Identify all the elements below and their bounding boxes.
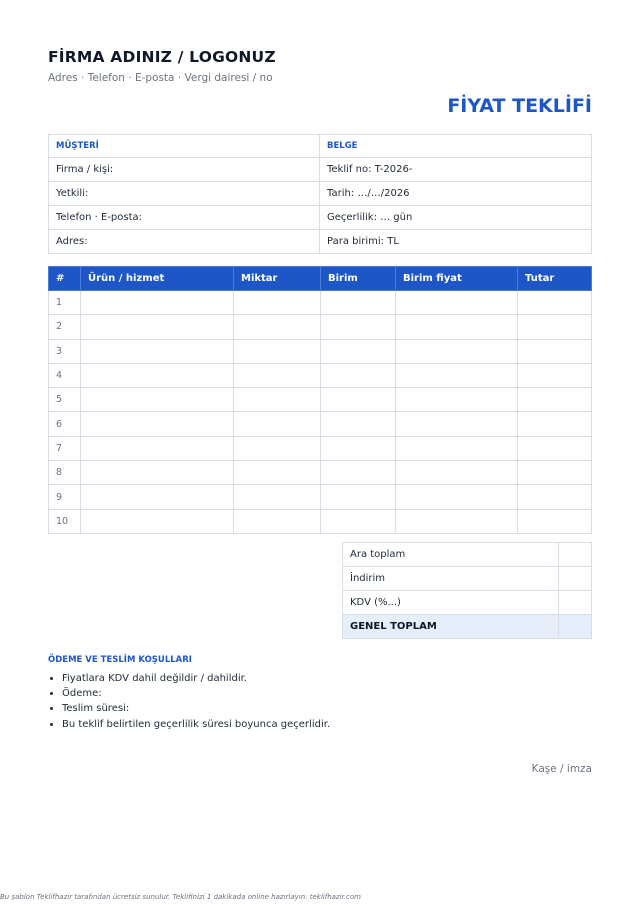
quantity-cell[interactable] — [234, 315, 321, 339]
unit-cell[interactable] — [321, 315, 396, 339]
unit-price-cell[interactable] — [396, 485, 518, 509]
unit-price-cell[interactable] — [396, 461, 518, 485]
customer-header: MÜŞTERİ — [49, 135, 320, 158]
column-header-unit-price: Birim fiyat — [396, 267, 518, 291]
row-number: 2 — [49, 315, 81, 339]
column-header-unit: Birim — [321, 267, 396, 291]
quantity-cell[interactable] — [234, 339, 321, 363]
vat-label: KDV (%...) — [343, 591, 559, 615]
row-number: 10 — [49, 509, 81, 533]
quantity-cell[interactable] — [234, 436, 321, 460]
table-row — [49, 339, 592, 363]
items-header-row — [49, 267, 592, 291]
grand-total-value[interactable] — [559, 615, 592, 639]
vat-value[interactable] — [559, 591, 592, 615]
unit-price-cell[interactable] — [396, 315, 518, 339]
row-number: 7 — [49, 436, 81, 460]
table-row — [49, 485, 592, 509]
subtotal-value[interactable] — [559, 543, 592, 567]
total-cell[interactable] — [518, 339, 592, 363]
list-item: • Fiyatlara KDV dahil değildir / dahildir. — [62, 671, 462, 686]
product-cell[interactable] — [81, 388, 234, 412]
table-row — [49, 388, 592, 412]
terms-list — [48, 671, 462, 732]
quantity-cell[interactable] — [234, 461, 321, 485]
currency-field: Para birimi: TL — [320, 230, 592, 254]
table-row — [49, 412, 592, 436]
quantity-cell[interactable] — [234, 388, 321, 412]
list-item: • Teslim süresi: — [62, 701, 462, 716]
items-table — [48, 266, 592, 534]
row-number: 9 — [49, 485, 81, 509]
unit-price-cell[interactable] — [396, 412, 518, 436]
product-cell[interactable] — [81, 363, 234, 387]
unit-price-cell[interactable] — [396, 363, 518, 387]
discount-value[interactable] — [559, 567, 592, 591]
list-item: • Ödeme: — [62, 686, 462, 701]
total-cell[interactable] — [518, 436, 592, 460]
grand-total-label: GENEL TOPLAM — [343, 615, 559, 639]
row-number: 1 — [49, 291, 81, 315]
row-number: 3 — [49, 339, 81, 363]
row-number: 4 — [49, 363, 81, 387]
product-cell[interactable] — [81, 436, 234, 460]
document-title: FİYAT TEKLİFİ — [447, 95, 592, 117]
customer-address-field: Adres: — [49, 230, 320, 254]
company-name: FİRMA ADINIZ / LOGONUZ — [48, 48, 276, 66]
company-info: Adres · Telefon · E-posta · Vergi dairesi / no — [48, 72, 273, 84]
quantity-cell[interactable] — [234, 412, 321, 436]
product-cell[interactable] — [81, 315, 234, 339]
total-cell[interactable] — [518, 363, 592, 387]
product-cell[interactable] — [81, 485, 234, 509]
customer-company-field: Firma / kişi: — [49, 158, 320, 182]
unit-price-cell[interactable] — [396, 291, 518, 315]
column-header-product: Ürün / hizmet — [81, 267, 234, 291]
product-cell[interactable] — [81, 461, 234, 485]
total-cell[interactable] — [518, 509, 592, 533]
unit-cell[interactable] — [321, 363, 396, 387]
table-row — [49, 461, 592, 485]
unit-cell[interactable] — [321, 485, 396, 509]
product-cell[interactable] — [81, 339, 234, 363]
footer-note: Bu şablon Teklifhazır tarafından ücretsiz sunulur. Teklifinizi 1 dakikada online hazırlayın: teklifhazir.com — [0, 893, 361, 901]
table-row — [49, 436, 592, 460]
unit-price-cell[interactable] — [396, 388, 518, 412]
product-cell[interactable] — [81, 291, 234, 315]
quantity-cell[interactable] — [234, 485, 321, 509]
offer-validity-field: Geçerlilik: … gün — [320, 206, 592, 230]
product-cell[interactable] — [81, 412, 234, 436]
total-cell[interactable] — [518, 485, 592, 509]
info-table — [48, 134, 592, 254]
customer-contact-person-field: Yetkili: — [49, 182, 320, 206]
row-number: 6 — [49, 412, 81, 436]
unit-cell[interactable] — [321, 436, 396, 460]
quantity-cell[interactable] — [234, 363, 321, 387]
totals-table — [342, 542, 592, 639]
offer-number-field: Teklif no: T-2026- — [320, 158, 592, 182]
table-row — [49, 291, 592, 315]
unit-cell[interactable] — [321, 461, 396, 485]
unit-price-cell[interactable] — [396, 509, 518, 533]
unit-cell[interactable] — [321, 339, 396, 363]
terms-title: ÖDEME VE TESLİM KOŞULLARI — [48, 655, 192, 665]
quantity-cell[interactable] — [234, 291, 321, 315]
row-number: 5 — [49, 388, 81, 412]
row-number: 8 — [49, 461, 81, 485]
unit-cell[interactable] — [321, 509, 396, 533]
signature-label: Kaşe / imza — [531, 763, 592, 775]
customer-phone-email-field: Telefon · E-posta: — [49, 206, 320, 230]
column-header-total: Tutar — [518, 267, 592, 291]
product-cell[interactable] — [81, 509, 234, 533]
document-header: BELGE — [320, 135, 592, 158]
total-cell[interactable] — [518, 315, 592, 339]
unit-cell[interactable] — [321, 388, 396, 412]
unit-cell[interactable] — [321, 412, 396, 436]
unit-price-cell[interactable] — [396, 339, 518, 363]
column-header-no: # — [49, 267, 81, 291]
subtotal-label: Ara toplam — [343, 543, 559, 567]
discount-label: İndirim — [343, 567, 559, 591]
unit-price-cell[interactable] — [396, 436, 518, 460]
total-cell[interactable] — [518, 291, 592, 315]
total-cell[interactable] — [518, 461, 592, 485]
list-item: • Bu teklif belirtilen geçerlilik süresi boyunca geçerlidir. — [62, 717, 462, 732]
quantity-cell[interactable] — [234, 509, 321, 533]
offer-date-field: Tarih: …/…/2026 — [320, 182, 592, 206]
table-row — [49, 315, 592, 339]
unit-cell[interactable] — [321, 291, 396, 315]
column-header-quantity: Miktar — [234, 267, 321, 291]
total-cell[interactable] — [518, 412, 592, 436]
table-row — [49, 509, 592, 533]
total-cell[interactable] — [518, 388, 592, 412]
table-row — [49, 363, 592, 387]
